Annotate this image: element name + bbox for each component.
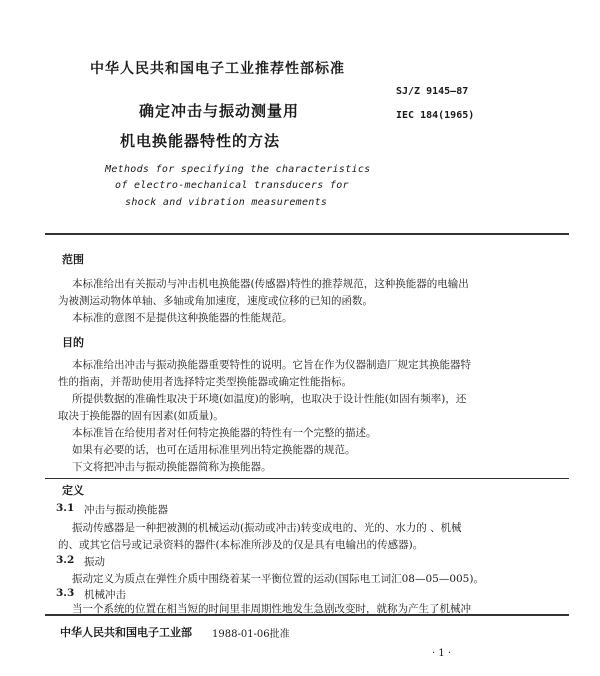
footer-divider xyxy=(45,614,569,616)
english-title-line-3: shock and vibration measurements xyxy=(125,197,328,208)
definition-3-3-number: 3.3 xyxy=(56,587,75,599)
english-title-line-1: Methods for specifying the characteristics xyxy=(105,164,371,175)
definition-3-3-title: 机械冲击 xyxy=(84,589,126,601)
purpose-paragraph-2-cont: 取决于换能器的固有因素(如质量)。 xyxy=(58,410,224,422)
scope-paragraph-2: 本标准的意图不是提供这种换能器的性能规范。 xyxy=(72,312,293,324)
definition-3-1-text-cont: 的、或其它信号或记录资料的器件(本标准所涉及的仅是具有电输出的传感器)。 xyxy=(58,539,424,551)
definition-3-2-title: 振动 xyxy=(84,556,105,568)
iec-code: IEC 184(1965) xyxy=(396,110,475,121)
purpose-paragraph-1-cont: 性的指南，并帮助使用者选择特定类型换能器或确定性能指标。 xyxy=(58,376,352,388)
definition-3-3-text: 当一个系统的位置在相当短的时间里非周期性地发生急剧改变时，就称为产生了机械冲 xyxy=(72,603,471,615)
definition-3-1-number: 3.1 xyxy=(56,502,75,514)
title-line-2: 机电换能器特性的方法 xyxy=(120,132,281,150)
definition-3-2-number: 3.2 xyxy=(56,554,75,566)
footer-ministry: 中华人民共和国电子工业部 xyxy=(60,626,192,639)
purpose-paragraph-1: 本标准给出冲击与振动换能器重要特性的说明。它旨在作为仪器制造厂规定其换能器特 xyxy=(72,359,471,371)
definitions-heading: 定义 xyxy=(62,484,84,497)
footer-approval-date: 1988-01-06批准 xyxy=(212,629,290,640)
purpose-paragraph-5: 下文将把冲击与振动换能器简称为换能器。 xyxy=(72,461,272,473)
purpose-paragraph-4: 如果有必要的话，也可在适用标准里列出特定换能器的规范。 xyxy=(72,444,356,456)
scope-paragraph-1-cont: 为被测运动物体单轴、多轴或角加速度，速度或位移的已知的函数。 xyxy=(58,295,373,307)
definition-3-1-text: 振动传感器是一种把被测的机械运动(振动或冲击)转变成电的、光的、水力的 、机械 xyxy=(72,522,462,534)
purpose-paragraph-3: 本标准旨在给使用者对任何特定换能器的特性有一个完整的描述。 xyxy=(72,427,377,439)
scope-paragraph-1: 本标准给出有关振动与冲击机电换能器(传感器)特性的推荐规范，这种换能器的电输出 xyxy=(72,278,469,290)
standard-code: SJ/Z 9145—87 xyxy=(396,86,469,97)
scope-heading: 范围 xyxy=(62,253,84,266)
purpose-heading: 目的 xyxy=(62,336,84,349)
issuing-organization: 中华人民共和国电子工业推荐性部标准 xyxy=(90,61,345,77)
section-divider xyxy=(45,478,569,479)
purpose-paragraph-2: 所提供数据的准确性取决于环境(如温度)的影响，也取决于设计性能(如固有频率)，还 xyxy=(72,393,467,405)
english-title-line-2: of electro-mechanical transducers for xyxy=(115,180,349,191)
definition-3-2-text: 振动定义为质点在弹性介质中围绕着某一平衡位置的运动(国际电工词汇08—05—005)。 xyxy=(72,573,484,585)
definition-3-1-title: 冲击与振动换能器 xyxy=(84,504,168,516)
page-number: · 1 · xyxy=(432,648,452,659)
title-line-1: 确定冲击与振动测量用 xyxy=(139,102,300,120)
header-divider xyxy=(45,233,569,235)
